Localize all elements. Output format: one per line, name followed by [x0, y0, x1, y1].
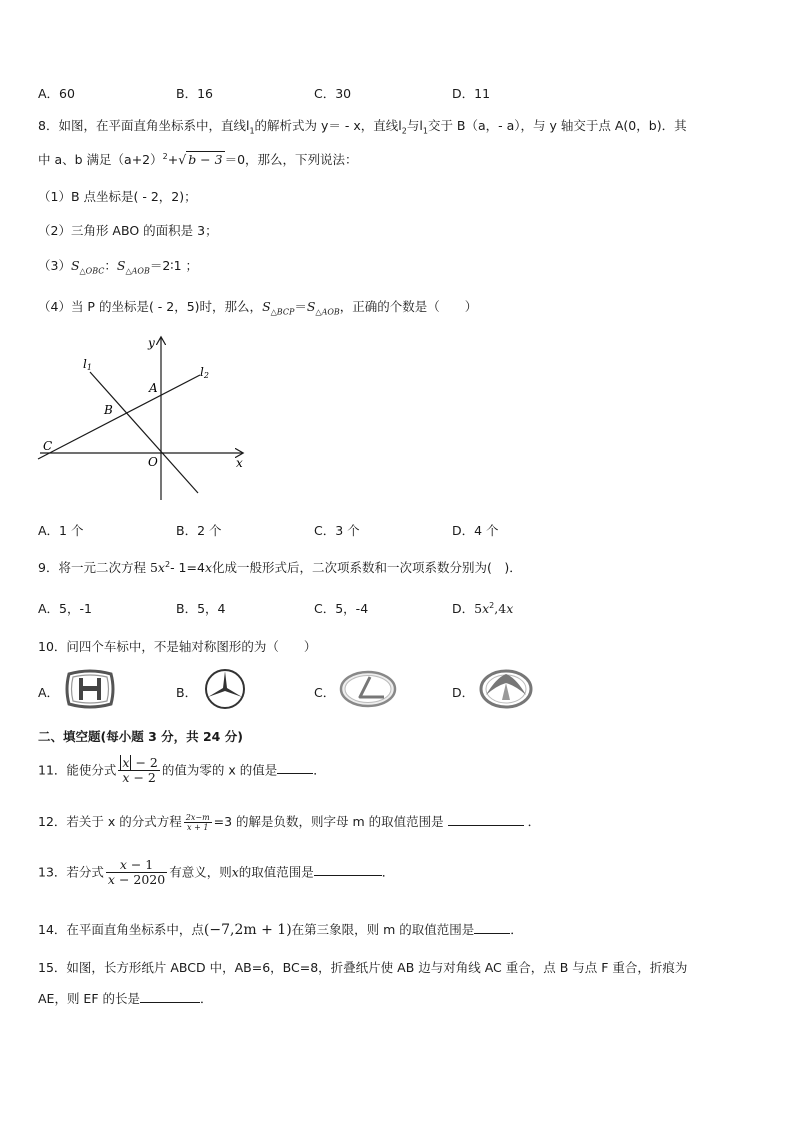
label-b: B	[104, 403, 113, 417]
q10-option-a: A．	[38, 685, 60, 700]
q9-option-a: A．5，-1	[38, 601, 92, 616]
q8-statement-3: $(3)S_{\triangle OBC}$：$S_{\triangle AOB}=2∶1$ ；	[38, 258, 198, 276]
fraction-2x-m: $\frac{2x-m}{x + 1}$	[185, 812, 210, 832]
q8-coordinate-figure	[30, 330, 260, 510]
q9-option-b: B．5，4	[176, 601, 226, 616]
q8-option-c: C．3 个	[314, 523, 360, 538]
answer-blank[interactable]	[314, 863, 382, 876]
q14-stem: 14．在平面直角坐标系中，点(−7,2m + 1)在第三象限，则 m 的取值范围是 ．	[38, 922, 523, 938]
q10-option-b: B．	[176, 685, 198, 700]
answer-blank[interactable]	[474, 921, 510, 934]
q9-option-c: C．5，-4	[314, 601, 369, 616]
q9-option-d: D．$5x^2,4x$	[452, 600, 514, 616]
q8-option-a: A．1 个	[38, 523, 84, 538]
q8-statement-4: （4）当 P 的坐标是( - 2，5)时，那么，$S_{\triangle BCP}=S_{\triangle AOB}$，正确的个数是（ ）	[38, 299, 478, 317]
q13-stem: 13．若分式 $\frac{x - 1}{x - 2020}$ 有意义，则x的取值范围是 ．	[38, 857, 395, 888]
line-l2	[38, 375, 200, 459]
q7-option-d: D．11	[452, 86, 491, 101]
q10-option-c: C．	[314, 685, 336, 700]
q7-option-b: B．16	[176, 86, 213, 101]
lexus-logo-icon	[338, 669, 398, 709]
sqrt-expression: √ b − 3	[178, 152, 223, 167]
q10-stem: 10．问四个车标中，不是轴对称图形的为（ ）	[38, 639, 317, 654]
label-x: x	[236, 456, 243, 470]
q15-stem-line1: 15．如图，长方形纸片 ABCD 中，AB=6，BC=8，折叠纸片使 AB 边与对角线 AC 重合，点 B 与点 F 重合，折痕为	[38, 960, 688, 975]
q8-option-d: D．4 个	[452, 523, 499, 538]
q8-statement-1: （1）B 点坐标是( - 2，2)；	[38, 189, 197, 204]
mercedes-logo-icon	[203, 667, 247, 711]
q11-stem: 11．能使分式 $\frac{x - 2}{x - 2}$ 的值为零的 x 的值是 ．	[38, 755, 326, 786]
q15-stem-line2: AE，则 EF 的长是 ．	[38, 991, 213, 1006]
q9-stem: 9．将一元二次方程 $5x^2-$ 1=4x化成一般形式后，二次项系数和一次项系数分别为( )．	[38, 559, 522, 575]
q8-option-b: B．2 个	[176, 523, 222, 538]
answer-blank[interactable]	[448, 813, 524, 826]
answer-blank[interactable]	[277, 761, 313, 774]
honda-logo-icon	[64, 668, 116, 710]
q8-stem-line2: 中 a、b 满足$(a+2)^2+√$ b − 3 ＝0，那么，下列说法：	[38, 151, 358, 167]
q10-option-d: D．	[452, 685, 475, 700]
q7-option-c: C．30	[314, 86, 352, 101]
q12-stem: 12．若关于 x 的分式方程 $\frac{2x-m}{x + 1}$ =3 的解是负数，则字母 m 的取值范围是 ．	[38, 812, 541, 832]
line-l1	[90, 372, 198, 493]
label-y: y	[148, 336, 155, 350]
q8-stem-line1: 8．如图，在平面直角坐标系中，直线$l_1$的解析式为 y＝ - x，直线$l_2$与$l_1$交于 B（a，- a），与 y 轴交于点 A(0，b)．其	[38, 118, 687, 136]
fraction-x-2020: $\frac{x - 1}{x - 2020}$	[107, 857, 166, 888]
infiniti-logo-icon	[478, 668, 534, 710]
label-c: C	[43, 439, 53, 453]
label-a: A	[149, 381, 158, 395]
section-2-title: 二、填空题(每小题 3 分，共 24 分)	[38, 729, 243, 744]
q7-option-a: A．60	[38, 86, 75, 101]
label-l2: l2	[200, 365, 209, 380]
point-coordinates: (−7,2m + 1)	[203, 922, 292, 938]
q8-statement-2: （2）三角形 ABO 的面积是 3；	[38, 223, 218, 238]
fraction-abs-x: $\frac{x - 2}{x - 2}$	[118, 756, 159, 786]
answer-blank[interactable]	[140, 990, 200, 1003]
label-origin: O	[148, 455, 158, 469]
label-l1: l1	[83, 357, 92, 372]
